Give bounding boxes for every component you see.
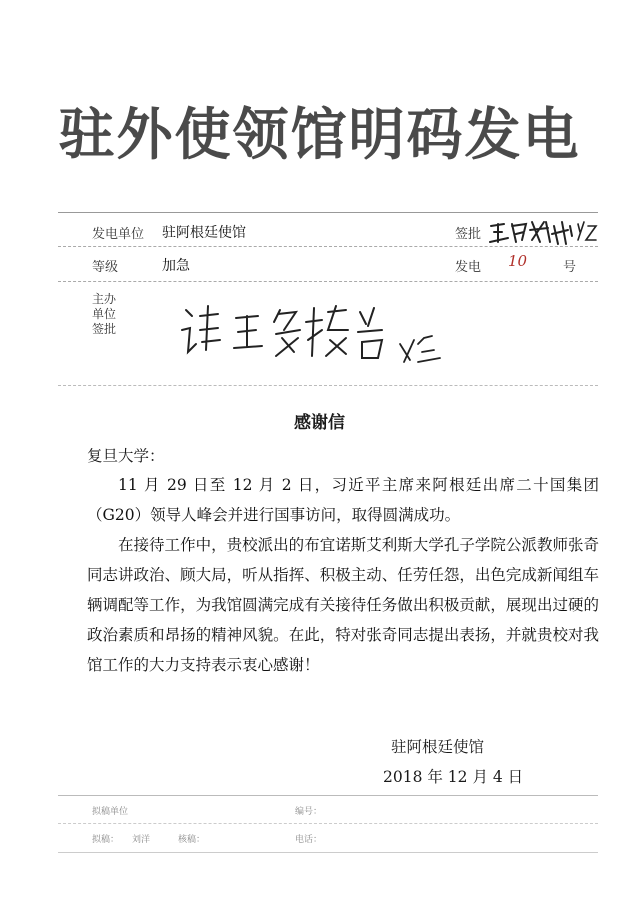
letter-paragraph-2: 在接待工作中，贵校派出的布宜诺斯艾利斯大学孔子学院公派教师张奇同志讲政治、顾大局，听从指挥、积极主动、任劳任怨，出色完成新闻组车辆调配等工作，为我馆圆满完成有关接待任务做出积极贡献，展现出过硬的政治素质和昂扬的精神风貌。在此，特对张奇同志提出表扬，并就贵校对我馆工作的大力支持表示衷心感谢！ [87, 536, 599, 674]
footer-draft-unit-label: 拟稿单位 [92, 807, 129, 817]
number-suffix: 号 [563, 260, 577, 275]
letter-paragraph-2-container [87, 530, 599, 680]
form-bottom-divider [58, 385, 598, 386]
footer-bottom-divider [58, 852, 598, 853]
sender-unit-value: 驻阿根廷使馆 [162, 225, 246, 241]
footer-mid-divider [58, 823, 598, 824]
signature-date: 2018 年 12 月 4 日 [383, 768, 524, 786]
footer-top-divider [58, 795, 598, 796]
form-row-divider-2 [58, 281, 598, 282]
footer-drafter-label: 拟稿： [92, 835, 120, 845]
letter-title: 感谢信 [294, 413, 345, 433]
priority-label: 等级 [92, 260, 119, 275]
approval-label-1: 主办 [92, 292, 117, 306]
sender-unit-label: 发电单位 [92, 227, 145, 242]
letter-salutation: 复旦大学： [87, 447, 165, 465]
handwritten-signoff-signature [488, 212, 598, 248]
approval-label-3: 签批 [92, 322, 117, 336]
footer-reviewer-label: 核稿： [178, 835, 206, 845]
signoff-label: 签批 [455, 227, 482, 242]
approval-label-2: 单位 [92, 307, 117, 321]
approval-labels [92, 292, 116, 337]
handwritten-approval-note [178, 300, 448, 380]
letter-paragraph-1-container [87, 470, 599, 530]
footer-number-label: 编号： [295, 807, 323, 817]
footer-drafter-name: 刘洋 [132, 835, 151, 845]
signature-org: 驻阿根廷使馆 [391, 738, 485, 756]
dispatch-number: 10 [508, 252, 528, 270]
page-title: 驻外使领馆明码发电 [58, 103, 581, 168]
dispatch-label: 发电 [455, 260, 482, 275]
priority-value: 加急 [162, 258, 190, 274]
letter-paragraph-1: 11 月 29 日至 12 月 2 日，习近平主席来阿根廷出席二十国集团（G20）领导人峰会并进行国事访问，取得圆满成功。 [87, 476, 599, 524]
footer-phone-label: 电话： [295, 835, 323, 845]
form-row-divider [58, 246, 598, 247]
